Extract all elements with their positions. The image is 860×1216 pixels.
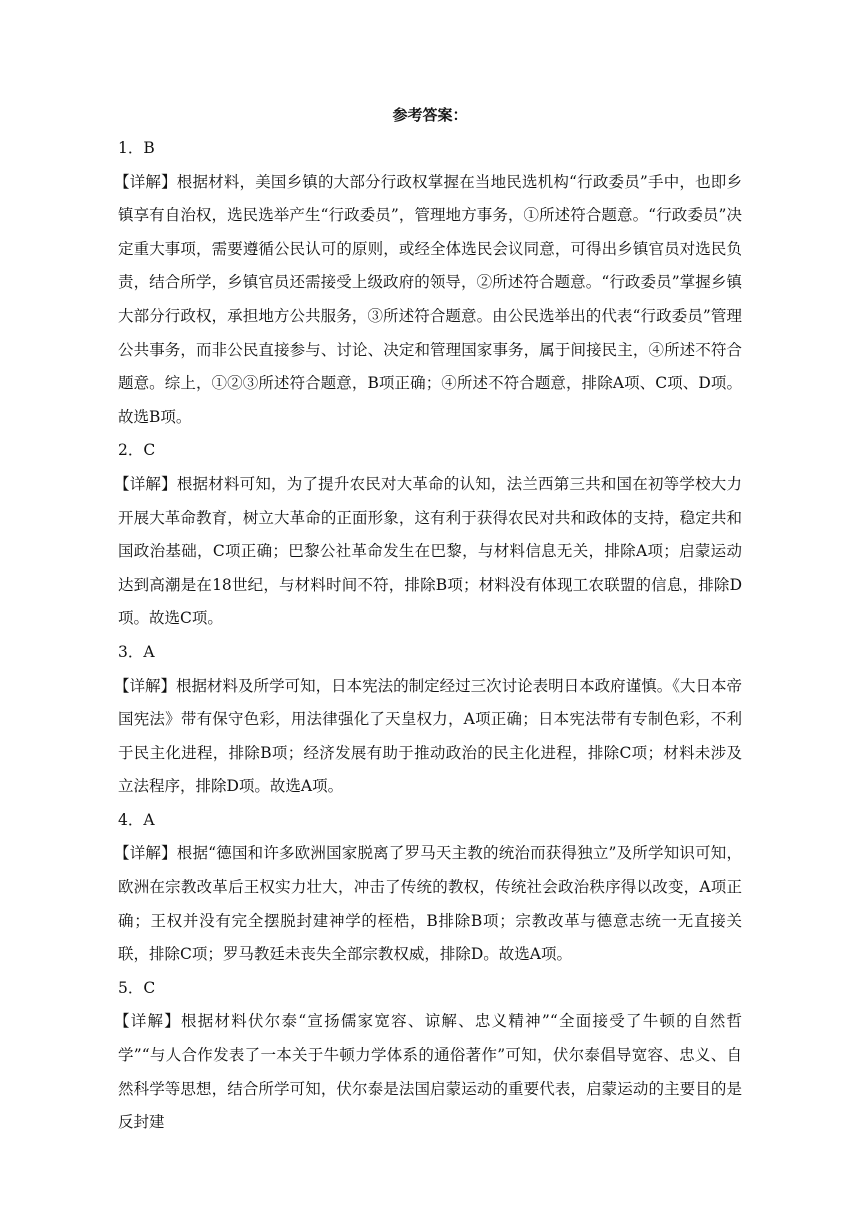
question-number: 1．B [118,139,155,157]
answer-detail [114,670,742,804]
detail-text: 根据材料，美国乡镇的大部分行政权掌握在当地民选机构“行政委员”手中，也即乡镇享有自治权，选民选举产生“行政委员”，管理地方事务，①所述符合题意。“行政委员”决定重大事项，需要遵循公民认可的原则，或经全体选民会议同意，可得出乡镇官员对选民负责，结合所学，乡镇官员还需接受上级政府的领导，②所述符合题意。“行政委员”掌握乡镇大部分行政权，承担地方公共服务，③所述符合题意。由公民选举出的代表“行政委员”管理公共事务，而非公民直接参与、讨论、决定和管理国家事务，属于间接民主，④所述不符合题意。综上，①②③所述符合题意，B项正确；④所述不符合题意，排除A项、C项、D项。故选B项。 [118,172,742,426]
answer-item-2 [114,434,742,636]
answers-list [114,132,742,1140]
detail-tag: 【详解】 [114,1012,181,1031]
question-number: 5．C [118,978,156,997]
detail-text: 根据材料伏尔泰“宣扬儒家宽容、谅解、忠义精神”“全面接受了牛顿的自然哲学”“与人合作发表了一本关于牛顿力学体系的通俗著作”可知，伏尔泰倡导宽容、忠义、自然科学等思想，结合所学可知，伏尔泰是法国启蒙运动的重要代表，启蒙运动的主要目的是反封建 [118,1012,742,1132]
answer-detail [114,837,742,971]
question-number: 4．A [118,810,155,829]
answer-item-5 [114,972,742,1140]
question-number: 2．C [118,441,156,460]
page-title: 参考答案： [392,106,468,124]
answer-item-3 [114,636,742,804]
detail-text: 根据“德国和许多欧洲国家脱离了罗马天主教的统治而获得独立”及所学知识可知，欧洲在宗教改革后王权实力壮大，冲击了传统的教权，传统社会政治秩序得以改变，A项正确；王权并没有完全摆脱封建神学的桎梏，B排除B项；宗教改革与德意志统一无直接关联，排除C项；罗马教廷未丧失全部宗教权威，排除D。故选A项。 [118,844,742,964]
detail-tag: 【详解】 [114,844,177,863]
question-number: 3．A [118,642,155,661]
answer-detail [114,468,742,636]
detail-text: 根据材料及所学可知，日本宪法的制定经过三次讨论表明日本政府谨慎。《大日本帝国宪法》带有保守色彩，用法律强化了天皇权力，A项正确；日本宪法带有专制色彩，不利于民主化进程，排除B项；经济发展有助于推动政治的民主化进程，排除C项；材料未涉及立法程序，排除D项。故选A项。 [118,676,742,796]
answer-item-1 [114,132,742,434]
detail-text: 根据材料可知，为了提升农民对大革命的认知，法兰西第三共和国在初等学校大力开展大革命教育，树立大革命的正面形象，这有利于获得农民对共和政体的支持，稳定共和国政治基础，C项正确；巴黎公社革命发生在巴黎，与材料信息无关，排除A项；启蒙运动达到高潮是在18世纪，与材料时间不符，排除B项；材料没有体现工农联盟的信息，排除D项。故选C项。 [118,474,742,628]
detail-tag: 【详解】 [114,474,177,493]
answer-item-4 [114,804,742,972]
detail-tag: 【详解】 [114,172,177,191]
answer-detail [114,166,742,435]
detail-tag: 【详解】 [114,676,177,695]
answer-detail [114,1005,742,1139]
